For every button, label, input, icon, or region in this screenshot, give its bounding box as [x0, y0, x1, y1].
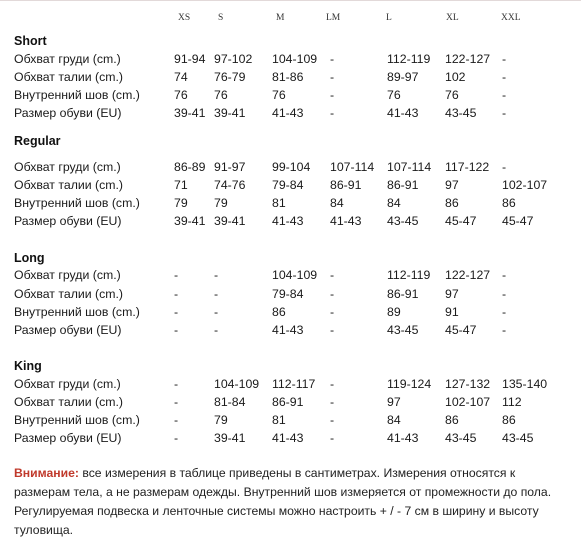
cell-s: - — [214, 268, 219, 282]
cell-xl: 86 — [445, 196, 459, 210]
measurement-note — [14, 464, 574, 540]
cell-m: 86-91 — [272, 395, 304, 409]
size-header-xs: XS — [178, 13, 191, 23]
cell-m: 41-43 — [272, 323, 304, 337]
cell-xs: - — [174, 287, 179, 301]
cell-s: 79 — [214, 413, 228, 427]
cell-xs: - — [174, 323, 179, 337]
cell-xs: 79 — [174, 196, 188, 210]
cell-s: 81-84 — [214, 395, 246, 409]
row-label: Размер обуви (EU) — [14, 431, 122, 445]
cell-l: 76 — [387, 88, 401, 102]
cell-xl: 127-132 — [445, 377, 491, 391]
row-label: Обхват талии (cm.) — [14, 287, 124, 301]
table-row — [0, 305, 581, 321]
cell-xs: 71 — [174, 178, 188, 192]
cell-xs: 86-89 — [174, 160, 206, 174]
cell-xs: - — [174, 268, 179, 282]
table-row — [0, 323, 581, 339]
cell-xl: 43-45 — [445, 431, 477, 445]
note-label: Внимание: — [14, 466, 79, 480]
row-label: Обхват груди (cm.) — [14, 52, 121, 66]
cell-xs: 74 — [174, 70, 188, 84]
cell-xl: 122-127 — [445, 268, 491, 282]
cell-xl: 76 — [445, 88, 459, 102]
cell-lm: 84 — [330, 196, 344, 210]
cell-l: 112-119 — [387, 52, 431, 66]
cell-l: 43-45 — [387, 214, 419, 228]
cell-xxl: - — [502, 106, 507, 120]
cell-s: 39-41 — [214, 431, 246, 445]
cell-lm: - — [330, 88, 335, 102]
cell-xs: - — [174, 377, 179, 391]
cell-xxl: 135-140 — [502, 377, 548, 391]
cell-m: 81 — [272, 413, 286, 427]
cell-m: 86 — [272, 305, 286, 319]
cell-xs: - — [174, 395, 179, 409]
row-label: Обхват груди (cm.) — [14, 160, 121, 174]
row-label: Внутренний шов (cm.) — [14, 413, 140, 427]
cell-xxl: 86 — [502, 196, 516, 210]
table-row — [0, 413, 581, 429]
cell-lm: - — [330, 70, 335, 84]
cell-lm: - — [330, 395, 335, 409]
section-title-king: King — [14, 359, 42, 373]
cell-xl: 91 — [445, 305, 459, 319]
section-title-short: Short — [14, 34, 47, 48]
cell-lm: - — [330, 305, 335, 319]
cell-l: 107-114 — [387, 160, 432, 174]
note-text: все измерения в таблице приведены в сантиметрах. Измерения относятся к размерам тела, а не размерам одежды. Внутренний шов измеряется от промежности до пола. Регулируемая подвеска и ленточные системы можно настроить + / - 7 см в ширину и высоту туловища. — [14, 466, 552, 537]
row-label: Размер обуви (EU) — [14, 323, 122, 337]
cell-l: 84 — [387, 413, 401, 427]
table-row — [0, 160, 581, 176]
size-header-row — [0, 13, 581, 27]
cell-l: 89 — [387, 305, 401, 319]
cell-xxl: 86 — [502, 413, 516, 427]
cell-m: 41-43 — [272, 106, 304, 120]
row-label: Обхват талии (cm.) — [14, 70, 124, 84]
cell-xxl: 45-47 — [502, 214, 534, 228]
cell-l: 89-97 — [387, 70, 419, 84]
table-row — [0, 196, 581, 212]
row-label: Внутренний шов (cm.) — [14, 196, 140, 210]
cell-xl: 102-107 — [445, 395, 491, 409]
cell-m: 41-43 — [272, 431, 304, 445]
table-row — [0, 377, 581, 393]
cell-l: 43-45 — [387, 323, 419, 337]
table-row — [0, 431, 581, 447]
cell-lm: - — [330, 377, 335, 391]
cell-s: 39-41 — [214, 214, 246, 228]
cell-s: 76-79 — [214, 70, 246, 84]
row-label: Обхват талии (cm.) — [14, 178, 124, 192]
cell-lm: 107-114 — [330, 160, 375, 174]
row-label: Размер обуви (EU) — [14, 214, 122, 228]
cell-lm: - — [330, 52, 335, 66]
cell-s: 74-76 — [214, 178, 246, 192]
cell-m: 79-84 — [272, 287, 304, 301]
size-header-s: S — [218, 13, 224, 23]
cell-m: 104-109 — [272, 268, 318, 282]
cell-m: 99-104 — [272, 160, 311, 174]
cell-lm: - — [330, 323, 335, 337]
cell-s: - — [214, 305, 219, 319]
row-label: Обхват талии (cm.) — [14, 395, 124, 409]
table-row — [0, 395, 581, 411]
cell-m: 81-86 — [272, 70, 304, 84]
size-header-l: L — [386, 13, 392, 23]
cell-l: 86-91 — [387, 178, 419, 192]
cell-m: 79-84 — [272, 178, 304, 192]
cell-xxl: - — [502, 88, 507, 102]
cell-s: 79 — [214, 196, 228, 210]
cell-l: 112-119 — [387, 268, 431, 282]
cell-xxl: 102-107 — [502, 178, 548, 192]
table-row — [0, 287, 581, 303]
row-label: Внутренний шов (cm.) — [14, 88, 140, 102]
size-header-lm: LM — [326, 13, 341, 23]
cell-l: 86-91 — [387, 287, 419, 301]
cell-xxl: - — [502, 268, 507, 282]
cell-m: 81 — [272, 196, 286, 210]
cell-xl: 117-122 — [445, 160, 490, 174]
cell-xxl: - — [502, 305, 507, 319]
cell-s: 97-102 — [214, 52, 253, 66]
cell-xxl: 43-45 — [502, 431, 534, 445]
table-row — [0, 106, 581, 122]
cell-m: 41-43 — [272, 214, 304, 228]
cell-lm: 86-91 — [330, 178, 362, 192]
size-header-xxl: XXL — [501, 13, 521, 23]
row-label: Обхват груди (cm.) — [14, 268, 121, 282]
section-title-regular: Regular — [14, 134, 61, 148]
table-row — [0, 70, 581, 86]
cell-xxl: - — [502, 160, 507, 174]
cell-xl: 86 — [445, 413, 459, 427]
cell-xs: 76 — [174, 88, 188, 102]
cell-xxl: - — [502, 70, 507, 84]
cell-xs: - — [174, 305, 179, 319]
table-row — [0, 214, 581, 230]
cell-lm: - — [330, 106, 335, 120]
cell-xs: 39-41 — [174, 106, 206, 120]
cell-xxl: - — [502, 52, 507, 66]
row-label: Размер обуви (EU) — [14, 106, 122, 120]
cell-xl: 43-45 — [445, 106, 477, 120]
cell-xl: 45-47 — [445, 323, 477, 337]
cell-l: 41-43 — [387, 431, 419, 445]
table-row — [0, 268, 581, 284]
cell-xl: 97 — [445, 178, 459, 192]
section-title-long: Long — [14, 251, 45, 265]
cell-s: 76 — [214, 88, 228, 102]
cell-xxl: - — [502, 323, 507, 337]
cell-s: - — [214, 323, 219, 337]
cell-lm: - — [330, 413, 335, 427]
cell-l: 119-124 — [387, 377, 432, 391]
table-row — [0, 52, 581, 68]
cell-xxl: - — [502, 287, 507, 301]
cell-xl: 97 — [445, 287, 459, 301]
cell-lm: - — [330, 268, 335, 282]
cell-s: 91-97 — [214, 160, 246, 174]
table-row — [0, 88, 581, 104]
cell-xs: 39-41 — [174, 214, 206, 228]
cell-xl: 102 — [445, 70, 466, 84]
top-divider — [0, 0, 581, 4]
cell-xxl: 112 — [502, 395, 522, 409]
cell-lm: - — [330, 287, 335, 301]
cell-xl: 122-127 — [445, 52, 491, 66]
cell-m: 104-109 — [272, 52, 318, 66]
cell-lm: 41-43 — [330, 214, 362, 228]
cell-lm: - — [330, 431, 335, 445]
cell-xs: 91-94 — [174, 52, 206, 66]
size-header-m: M — [276, 13, 285, 23]
cell-xl: 45-47 — [445, 214, 477, 228]
cell-xs: - — [174, 431, 179, 445]
cell-xs: - — [174, 413, 179, 427]
row-label: Внутренний шов (cm.) — [14, 305, 140, 319]
cell-l: 84 — [387, 196, 401, 210]
cell-s: 104-109 — [214, 377, 260, 391]
table-row — [0, 178, 581, 194]
size-header-xl: XL — [446, 13, 459, 23]
cell-l: 97 — [387, 395, 401, 409]
cell-s: 39-41 — [214, 106, 246, 120]
cell-s: - — [214, 287, 219, 301]
cell-l: 41-43 — [387, 106, 419, 120]
cell-m: 76 — [272, 88, 286, 102]
row-label: Обхват груди (cm.) — [14, 377, 121, 391]
cell-m: 112-117 — [272, 377, 316, 391]
